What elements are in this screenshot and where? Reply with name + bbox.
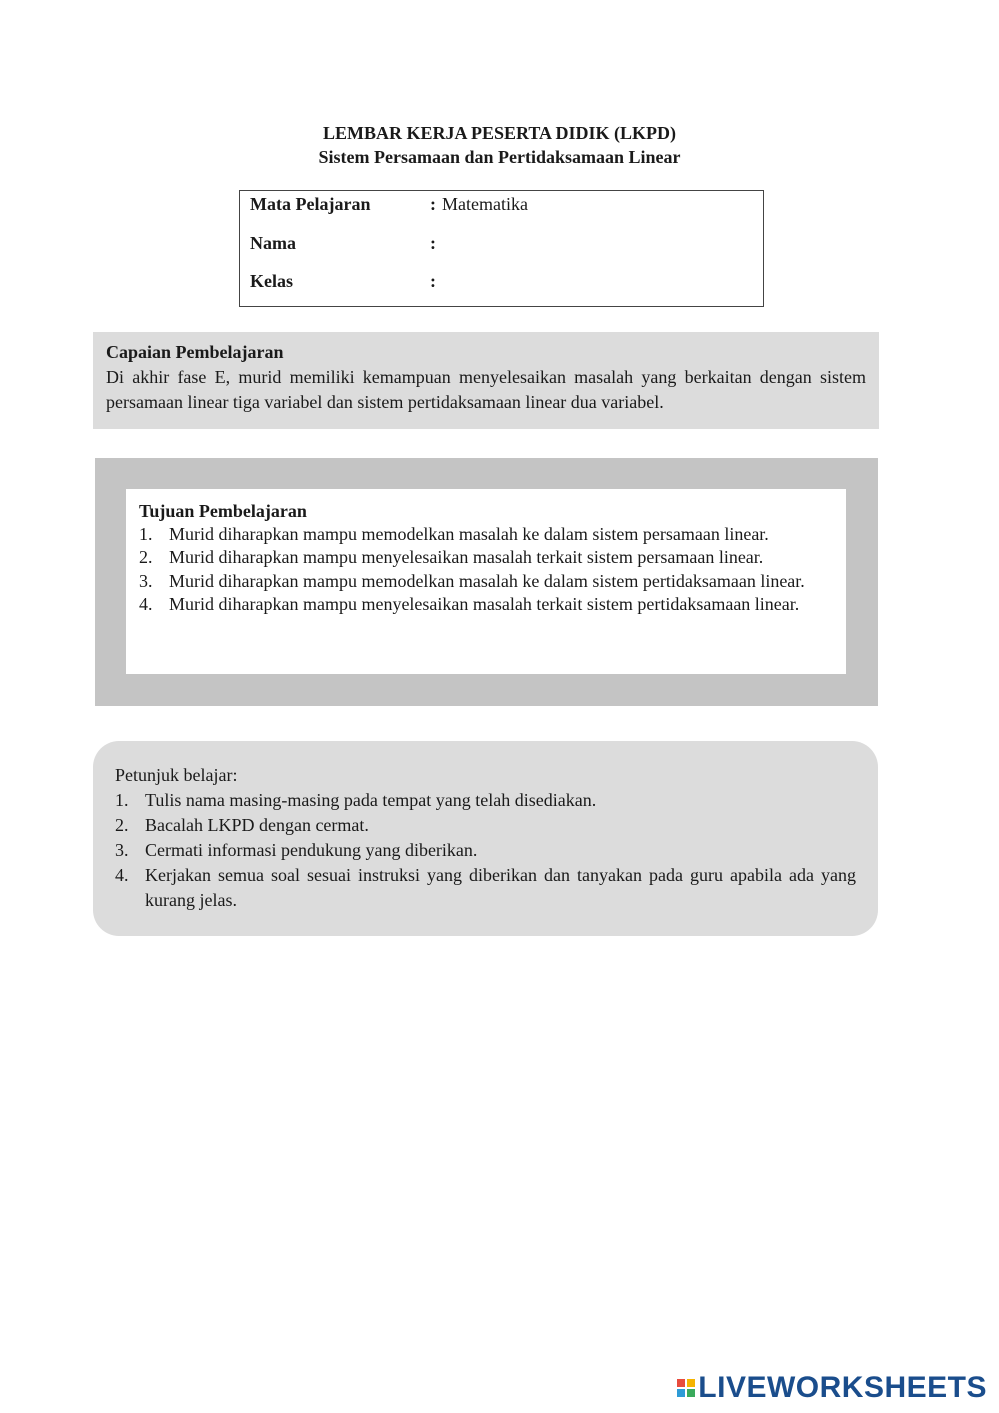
list-item-number: 4. [139,593,153,614]
study-instructions-box [93,741,878,936]
list-item-text: Murid diharapkan mampu memodelkan masalah ke dalam sistem pertidaksamaan linear. [169,570,805,591]
list-item-number: 1. [139,524,153,545]
list-item-text: Murid diharapkan mampu menyelesaikan masalah terkait sistem persamaan linear. [169,547,764,568]
identity-box [239,190,764,307]
name-separator: : [430,233,436,253]
liveworksheets-logo-text: LIVEWORKSHEETS [698,1371,987,1404]
list-item [115,863,856,913]
subject-separator: : [430,194,436,214]
study-instructions-list [115,788,856,913]
class-separator: : [430,271,436,291]
list-item-text: Tulis nama masing-masing pada tempat yang telah disediakan. [145,790,597,810]
subject-value: Matematika [442,194,528,214]
list-item-text: Bacalah LKPD dengan cermat. [145,815,369,835]
list-item-text: Kerjakan semua soal sesuai instruksi yang diberikan dan tanyakan pada guru apabila ada yang kurang jelas. [145,865,856,910]
list-item-number: 3. [115,840,129,860]
learning-objectives-list [139,523,833,616]
list-item-number: 4. [115,865,129,885]
logo-tile [687,1389,695,1397]
logo-tile [677,1379,685,1387]
logo-tile [687,1379,695,1387]
liveworksheets-logo-icon [677,1379,695,1397]
study-instructions-heading: Petunjuk belajar: [115,765,238,785]
learning-outcomes-text: Di akhir fase E, murid memiliki kemampuan menyelesaikan masalah yang berkaitan dengan sistem persamaan linear tiga variabel dan sistem pertidaksamaan linear dua variabel. [106,367,866,412]
list-item-text: Murid diharapkan mampu memodelkan masalah ke dalam sistem persamaan linear. [169,524,769,545]
liveworksheets-logo [677,1372,987,1404]
list-item [139,593,833,616]
list-item [139,570,833,593]
list-item-text: Cermati informasi pendukung yang diberikan. [145,840,478,860]
learning-objectives-heading: Tujuan Pembelajaran [139,501,307,521]
list-item-number: 3. [139,570,153,591]
list-item-number: 2. [115,815,129,835]
worksheet-subtitle: Sistem Persamaan dan Pertidaksamaan Linear [318,147,681,167]
list-item [115,838,856,863]
worksheet-title: LEMBAR KERJA PESERTA DIDIK (LKPD) [322,123,677,143]
list-item [115,788,856,813]
list-item-number: 2. [139,547,153,568]
class-label: Kelas [250,271,293,291]
list-item [139,546,833,569]
list-item [139,523,833,546]
logo-tile [677,1389,685,1397]
learning-objectives-frame [95,458,878,706]
list-item-text: Murid diharapkan mampu menyelesaikan masalah terkait sistem pertidaksamaan linear. [169,593,800,614]
subject-label: Mata Pelajaran [250,194,371,214]
list-item-number: 1. [115,790,129,810]
learning-outcomes-box [93,332,879,429]
learning-outcomes-heading: Capaian Pembelajaran [106,342,284,362]
list-item [115,813,856,838]
name-label: Nama [250,233,296,253]
learning-objectives-box [126,489,846,674]
